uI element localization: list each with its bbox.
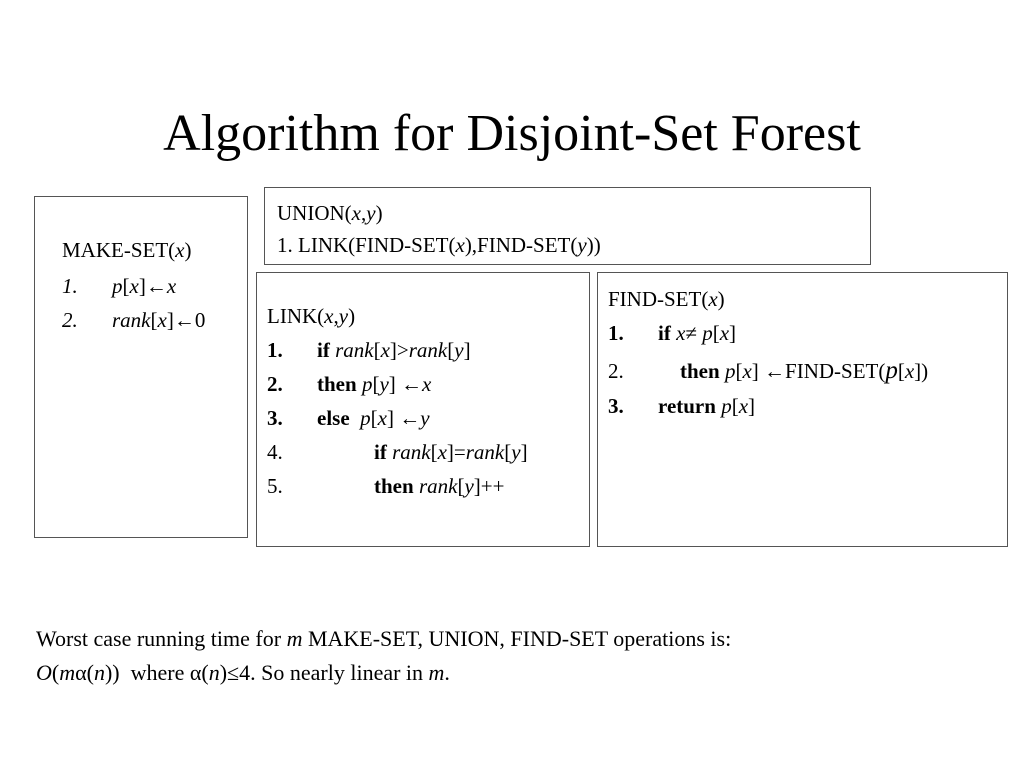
- union-line-1: [277, 232, 601, 258]
- complexity-line-1: [36, 622, 731, 656]
- find-set-header: [608, 286, 725, 312]
- var-rank: rank: [112, 308, 151, 332]
- var-x: x: [380, 338, 390, 362]
- bracket: [: [150, 308, 158, 332]
- var-x: x: [324, 304, 334, 328]
- var-rank: rank: [408, 338, 448, 362]
- var-n: n: [208, 660, 220, 685]
- var-x: x: [351, 201, 361, 225]
- big-o: O: [36, 660, 52, 685]
- complexity-note: [36, 622, 731, 690]
- var-y: y: [511, 440, 521, 464]
- line-number: 2.: [267, 372, 283, 396]
- find-set-box: [597, 272, 1008, 547]
- bracket: ]: [446, 440, 454, 464]
- var-x: x: [708, 287, 718, 311]
- var-y: y: [454, 338, 464, 362]
- line-number: 4.: [267, 440, 283, 464]
- bracket: ]: [463, 338, 471, 362]
- line-number: 2.: [62, 308, 78, 332]
- alpha-symbol: α: [75, 660, 87, 685]
- make-set-header: [62, 237, 191, 263]
- line-number: 5.: [267, 474, 283, 498]
- bracket: ]: [520, 440, 528, 464]
- paren: ): [375, 201, 383, 225]
- bracket: [: [735, 359, 743, 383]
- text: Worst case running time for: [36, 626, 287, 651]
- bracket: [: [122, 274, 130, 298]
- keyword-else: else: [317, 406, 350, 430]
- bracket: [: [430, 440, 438, 464]
- make-set-arg: x: [175, 238, 185, 262]
- var-p: p: [721, 394, 732, 418]
- keyword-return: return: [658, 394, 716, 418]
- keyword-then: then: [317, 372, 357, 396]
- union-name: UNION(: [277, 201, 352, 225]
- text: )) where: [104, 660, 190, 685]
- keyword-then: then: [680, 359, 720, 383]
- var-x: x: [455, 233, 465, 257]
- link-header: [267, 303, 355, 329]
- line-number: 2.: [608, 359, 624, 383]
- var-x: x: [437, 440, 447, 464]
- line-number: 3.: [267, 406, 283, 430]
- var-n: n: [93, 660, 105, 685]
- var-m: m: [59, 660, 76, 685]
- bracket: [: [457, 474, 465, 498]
- var-y: y: [338, 304, 349, 328]
- var-m: m: [428, 660, 445, 685]
- link-box: [256, 272, 590, 547]
- line-number: 1.: [608, 321, 624, 345]
- complexity-line-2: [36, 656, 731, 690]
- bracket: ]: [138, 274, 146, 298]
- bracket: ]: [473, 474, 481, 498]
- union-call-mid: ),FIND-SET(: [464, 233, 578, 257]
- bracket: ]: [166, 308, 174, 332]
- operator: =: [453, 440, 466, 464]
- var-p: p: [885, 357, 898, 384]
- paren: (: [86, 660, 94, 685]
- line-number: 1.: [62, 274, 78, 298]
- assign-arrow: ←: [173, 308, 195, 332]
- var-x: x: [129, 274, 139, 298]
- var-x: x: [738, 394, 749, 418]
- union-box: [264, 187, 871, 265]
- union-call-prefix: 1. LINK(FIND-SET(: [277, 233, 456, 257]
- comma: ,: [360, 201, 367, 225]
- bracket: [: [370, 406, 378, 430]
- paren: (: [201, 660, 209, 685]
- union-header: [277, 200, 383, 226]
- var-p: p: [702, 321, 713, 345]
- bracket: [: [373, 338, 381, 362]
- line-number: 1.: [267, 338, 283, 362]
- var-p: p: [112, 274, 123, 298]
- var-x: x: [904, 359, 915, 383]
- var-x: x: [157, 308, 167, 332]
- var-y: y: [379, 372, 389, 396]
- comma: ,: [333, 304, 339, 328]
- paren: (: [51, 660, 60, 685]
- find-set-name: FIND-SET(: [608, 287, 709, 311]
- line-number: 3.: [608, 394, 624, 418]
- operator: >: [396, 338, 409, 362]
- var-p: p: [360, 406, 371, 430]
- operator: ++: [480, 474, 505, 498]
- var-x: x: [719, 321, 730, 345]
- paren: ): [348, 304, 356, 328]
- var-x: x: [676, 321, 686, 345]
- var-rank: rank: [418, 474, 458, 498]
- bracket: [: [712, 321, 720, 345]
- var-x: x: [166, 274, 177, 298]
- assign-arrow: ←: [764, 359, 786, 383]
- paren: ): [717, 287, 725, 311]
- bracket: ]: [388, 372, 396, 396]
- link-name: LINK(: [267, 304, 325, 328]
- alpha-symbol: α: [189, 660, 202, 685]
- assign-arrow: ←: [401, 372, 423, 396]
- bracket: [: [731, 394, 739, 418]
- value-zero: 0: [194, 308, 206, 332]
- make-set-name: MAKE-SET(: [62, 238, 176, 262]
- var-y: y: [577, 233, 587, 257]
- period: .: [444, 660, 450, 685]
- text: MAKE-SET, UNION, FIND-SET operations is:: [302, 626, 732, 651]
- paren: ]): [914, 359, 929, 383]
- find-set-call: FIND-SET(: [785, 359, 886, 383]
- var-y: y: [366, 201, 376, 225]
- text: )≤4. So nearly linear in: [219, 660, 429, 685]
- var-y: y: [464, 474, 474, 498]
- var-p: p: [361, 372, 373, 396]
- var-y: y: [420, 406, 430, 430]
- bracket: [: [897, 359, 905, 383]
- var-m: m: [286, 626, 303, 651]
- var-x: x: [377, 406, 387, 430]
- var-p: p: [724, 359, 736, 383]
- var-rank: rank: [335, 338, 374, 362]
- bracket: [: [372, 372, 380, 396]
- bracket: ]: [729, 321, 737, 345]
- paren: ): [184, 238, 192, 262]
- keyword-if: if: [658, 321, 671, 345]
- bracket: ]: [389, 338, 397, 362]
- var-rank: rank: [465, 440, 505, 464]
- bracket: ]: [386, 406, 394, 430]
- var-x: x: [742, 359, 752, 383]
- bracket: ]: [751, 359, 759, 383]
- assign-arrow: ←: [399, 406, 421, 430]
- bracket: [: [504, 440, 512, 464]
- slide-title: Algorithm for Disjoint-Set Forest: [163, 105, 861, 162]
- assign-arrow: ←: [145, 274, 167, 298]
- make-set-box: [34, 196, 248, 538]
- bracket: [: [447, 338, 455, 362]
- not-equal: ≠: [685, 321, 697, 345]
- keyword-if: if: [317, 338, 330, 362]
- var-x: x: [422, 372, 432, 396]
- keyword-then: then: [374, 474, 414, 498]
- paren: )): [586, 233, 601, 257]
- var-rank: rank: [392, 440, 431, 464]
- keyword-if: if: [374, 440, 387, 464]
- bracket: ]: [748, 394, 756, 418]
